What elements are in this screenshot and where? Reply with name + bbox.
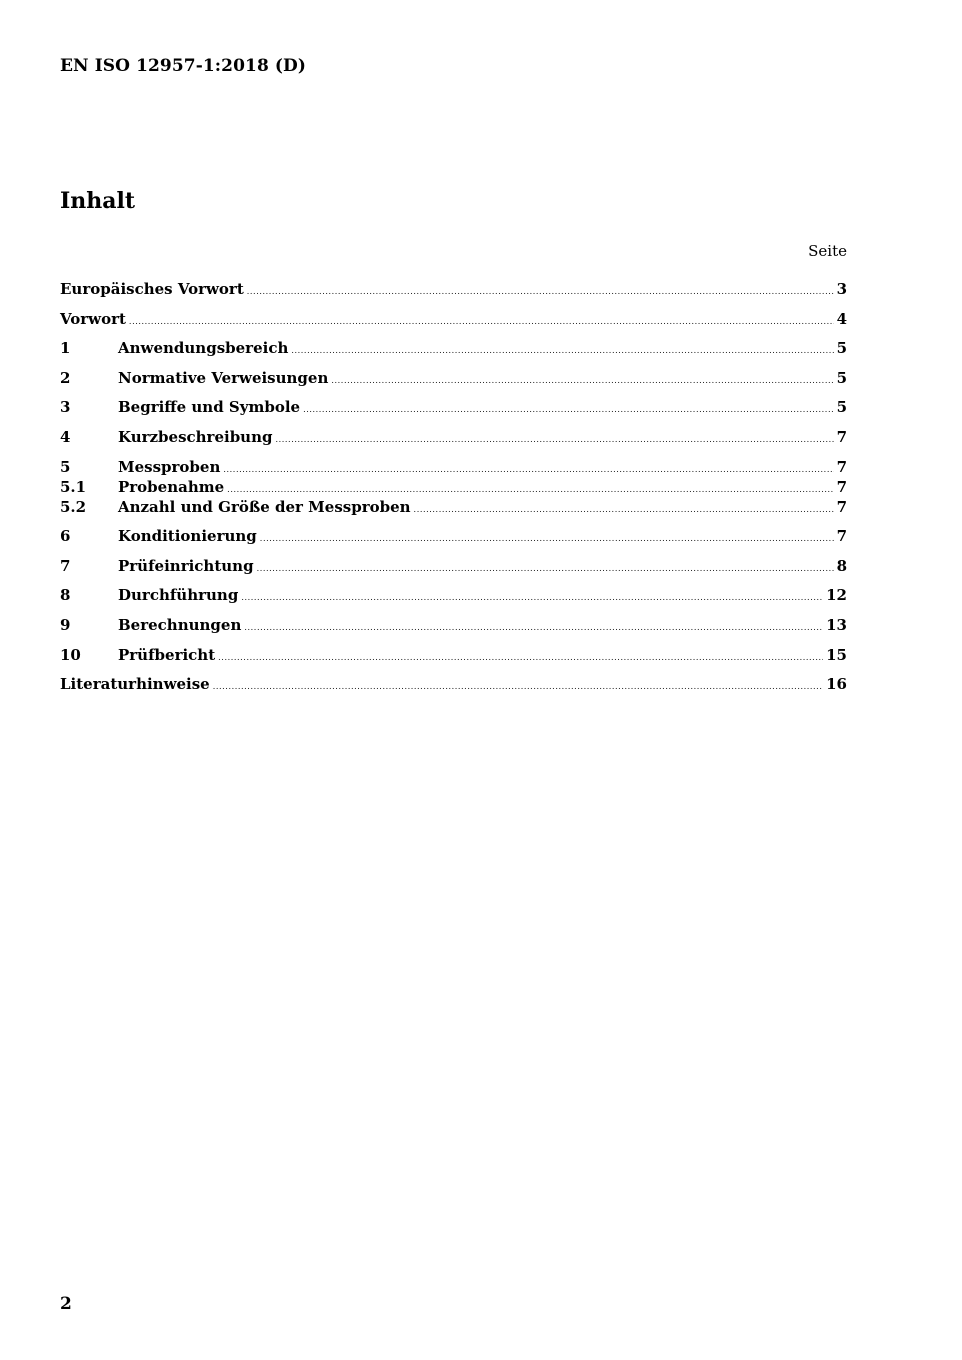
toc-dot-leader: [213, 683, 823, 691]
toc-entry-label: Anzahl und Größe der Messproben: [118, 497, 411, 516]
toc-entry-5-1[interactable]: [60, 478, 847, 498]
toc-entry-3[interactable]: [60, 398, 847, 418]
toc-entry-9[interactable]: [60, 616, 847, 636]
toc-entry-number: 10: [60, 645, 81, 664]
toc-entry-label: Anwendungsbereich: [118, 339, 289, 358]
toc-entry-10[interactable]: [60, 646, 847, 666]
toc-dot-leader: [303, 406, 833, 414]
toc-entry-label: Messproben: [118, 457, 221, 476]
toc-entry-page: 12: [826, 586, 847, 605]
toc-entry-number: 5.2: [60, 497, 87, 516]
toc-entry-1[interactable]: [60, 339, 847, 359]
toc-entry-number: 5.1: [60, 477, 87, 496]
toc-entry-number: 5: [60, 457, 71, 476]
toc-entry-number: 7: [60, 556, 71, 575]
toc-entry-page: 4: [836, 309, 847, 328]
toc-entry-label: Berechnungen: [118, 615, 242, 634]
toc-entry-label: Kurzbeschreibung: [118, 427, 273, 446]
toc-entry-number: 1: [60, 339, 71, 358]
toc-entry-bibliography[interactable]: [60, 675, 847, 695]
toc-dot-leader: [257, 565, 834, 573]
table-of-contents: [60, 280, 847, 695]
toc-entry-foreword[interactable]: [60, 310, 847, 330]
toc-dot-leader: [247, 288, 834, 296]
toc-entry-2[interactable]: [60, 369, 847, 389]
toc-entry-label: Begriffe und Symbole: [118, 398, 301, 417]
toc-dot-leader: [223, 466, 833, 474]
toc-dot-leader: [129, 318, 834, 326]
toc-entry-label: Normative Verweisungen: [118, 368, 329, 387]
toc-dot-leader: [275, 436, 833, 444]
toc-entry-page: 7: [836, 497, 847, 516]
toc-entry-label: Prüfbericht: [118, 645, 216, 664]
toc-entry-number: 8: [60, 586, 71, 605]
page-number: 2: [60, 1294, 72, 1314]
toc-entry-number: 3: [60, 398, 71, 417]
toc-entry-number: 2: [60, 368, 71, 387]
toc-dot-leader: [414, 506, 834, 514]
toc-entry-page: 16: [826, 675, 847, 694]
toc-entry-page: 3: [836, 280, 847, 298]
toc-entry-label: Probenahme: [118, 477, 225, 496]
page-column-label: Seite: [808, 242, 847, 260]
toc-entry-page: 15: [826, 645, 847, 664]
toc-entry-number: 4: [60, 427, 71, 446]
toc-entry-page: 7: [836, 527, 847, 546]
toc-dot-leader: [291, 347, 833, 355]
toc-entry-page: 13: [826, 615, 847, 634]
toc-entry-european-foreword[interactable]: [60, 280, 847, 300]
toc-entry-5[interactable]: [60, 458, 847, 478]
toc-entry-page: 5: [836, 339, 847, 358]
toc-entry-6[interactable]: [60, 527, 847, 547]
toc-entry-7[interactable]: [60, 557, 847, 577]
toc-dot-leader: [331, 377, 833, 385]
toc-entry-number: 9: [60, 615, 71, 634]
toc-entry-label: Prüfeinrichtung: [118, 556, 254, 575]
toc-entry-page: 7: [836, 457, 847, 476]
toc-entry-8[interactable]: [60, 586, 847, 606]
toc-entry-page: 5: [836, 368, 847, 387]
toc-entry-5-2[interactable]: [60, 498, 847, 518]
toc-title: Inhalt: [60, 188, 136, 214]
toc-dot-leader: [218, 654, 823, 662]
toc-entry-label: Konditionierung: [118, 527, 257, 546]
document-id: EN ISO 12957-1:2018 (D): [60, 56, 307, 76]
toc-dot-leader: [241, 594, 823, 602]
toc-dot-leader: [227, 486, 833, 494]
toc-entry-page: 7: [836, 477, 847, 496]
toc-dot-leader: [260, 535, 834, 543]
toc-entry-label: Literaturhinweise: [60, 675, 210, 694]
toc-entry-label: Vorwort: [60, 309, 126, 328]
toc-dot-leader: [244, 624, 823, 632]
toc-entry-page: 8: [836, 556, 847, 575]
toc-entry-label: Europäisches Vorwort: [60, 280, 244, 298]
toc-entry-label: Durchführung: [118, 586, 239, 605]
toc-entry-number: 6: [60, 527, 71, 546]
toc-entry-page: 7: [836, 427, 847, 446]
toc-entry-4[interactable]: [60, 428, 847, 448]
toc-entry-page: 5: [836, 398, 847, 417]
